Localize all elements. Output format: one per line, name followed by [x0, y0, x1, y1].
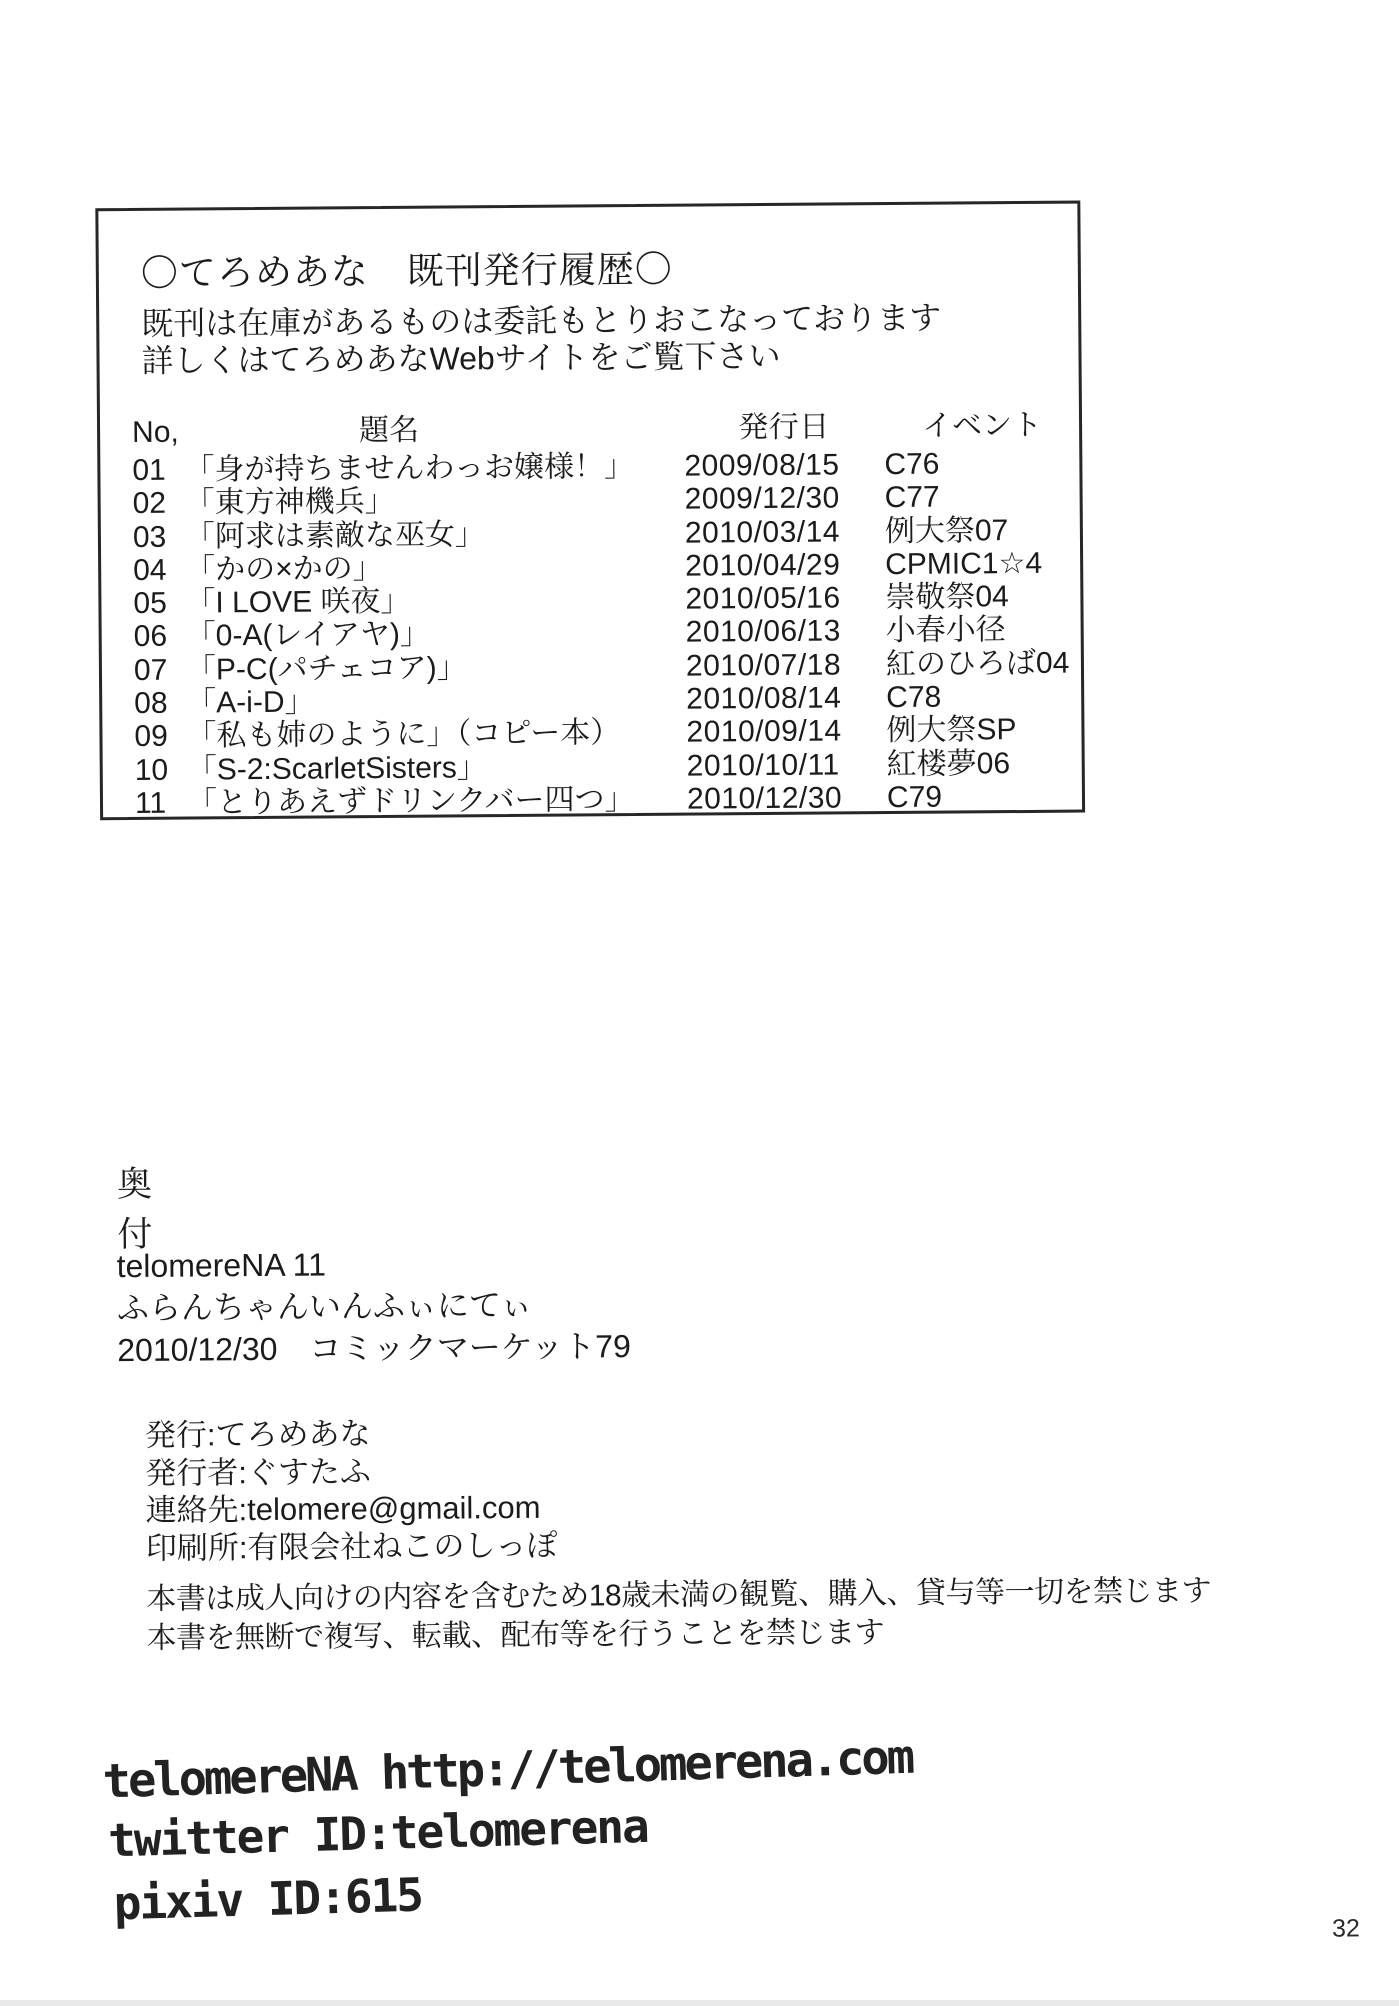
row-date: 2009/12/30	[684, 481, 840, 516]
row-date: 2010/05/16	[685, 581, 841, 616]
history-header-date: 発行日	[738, 410, 830, 445]
publication-history-box	[95, 201, 1085, 821]
colophon-book-block	[116, 1241, 630, 1371]
row-no: 09	[134, 720, 168, 754]
history-table-header-row	[100, 400, 1079, 449]
row-title: 「身が持ちませんわっお嬢様！」	[184, 450, 635, 487]
history-header-event: イベント	[921, 408, 1043, 443]
colophon-contact: 連絡先:telomere@gmail.com	[145, 1489, 541, 1528]
footer-website: telomereNA http://telomerena.com	[101, 1729, 913, 1810]
colophon-book-title: ふらんちゃんいんふぃにてぃ	[116, 1286, 533, 1327]
row-no: 01	[132, 453, 166, 487]
row-event: C78	[886, 680, 942, 715]
row-title: 「S-2:ScarletSisters」	[186, 750, 487, 787]
row-date: 2009/08/15	[684, 448, 840, 483]
row-no: 07	[133, 653, 168, 687]
row-no: 06	[133, 620, 168, 654]
row-event: 例大祭SP	[886, 713, 1017, 748]
row-event: 小春小径	[885, 613, 1006, 648]
row-title: 「東方神機兵」	[184, 485, 395, 520]
row-date: 2010/06/13	[685, 614, 841, 650]
row-event: CPMIC1☆4	[885, 546, 1043, 581]
footer-pixiv-id: pixiv ID:615	[112, 1867, 423, 1931]
page-number: 32	[1331, 1914, 1360, 1943]
row-title: 「0-A(レイアヤ)」	[185, 618, 431, 654]
row-date: 2010/07/18	[685, 648, 842, 683]
colophon-release-info: 2010/12/30 コミックマーケット79	[117, 1328, 631, 1369]
row-title: 「私も姉のように」（コピー本）	[186, 716, 621, 753]
row-no: 04	[133, 553, 167, 587]
colophon-heading: 奥付	[116, 1164, 153, 1255]
row-title: 「P-C(パチェコア)」	[185, 651, 467, 687]
history-box-title: 〇てろめあな 既刊発行履歴〇	[140, 248, 673, 294]
row-title: 「かの×かの」	[185, 551, 383, 587]
colophon-publisher: 発行:てろめあな	[144, 1416, 371, 1453]
row-date: 2010/08/14	[686, 681, 842, 716]
colophon-disclaimer-block	[146, 1572, 1211, 1658]
colophon-disclaimer-line2: 本書を無断で複写、転載、配布等を行うことを禁じます	[146, 1616, 885, 1655]
history-intro-line2: 詳しくはてろめあなWebサイトをご覧下さい	[141, 337, 781, 379]
row-event: 紅楼夢06	[886, 746, 1011, 781]
history-table	[100, 400, 1082, 820]
row-no: 03	[132, 520, 167, 554]
history-header-no: No,	[131, 415, 179, 449]
row-no: 10	[134, 753, 169, 787]
row-event: 紅のひろば04	[885, 646, 1070, 681]
row-event: C77	[884, 480, 940, 515]
history-table-row	[102, 637, 1081, 687]
history-header-title: 題名	[358, 413, 420, 448]
row-date: 2010/10/11	[686, 748, 840, 783]
row-title: 「A-i-D」	[186, 685, 315, 720]
colophon-author: 発行者:ぐすたふ	[145, 1453, 372, 1491]
history-table-row	[101, 504, 1080, 554]
row-no: 05	[133, 586, 167, 621]
row-date: 2010/03/14	[684, 515, 841, 550]
colophon-publisher-block	[145, 1414, 558, 1567]
row-event: 崇敬祭04	[885, 580, 1009, 615]
row-title: 「とりあえずドリンクバー四つ」	[186, 783, 635, 820]
row-title: 「阿求は素敵な巫女」	[184, 517, 486, 554]
row-event: C76	[884, 447, 940, 482]
row-date: 2010/09/14	[686, 714, 842, 750]
row-title: 「I LOVE 咲夜」	[185, 585, 411, 620]
row-no: 11	[134, 786, 167, 820]
row-event: C79	[886, 780, 943, 815]
history-table-row	[103, 737, 1082, 787]
footer-twitter-id: twitter ID:telomerena	[107, 1798, 649, 1868]
history-intro	[141, 300, 942, 380]
history-intro-line1: 既刊は在庫があるものは委託もとりおこなっております	[141, 299, 942, 342]
colophon-disclaimer-line1: 本書は成人向けの内容を含むため18歳未満の観覧、購入、貸与等一切を禁じます	[146, 1574, 1212, 1616]
colophon-series-number: telomereNA 11	[116, 1246, 327, 1285]
row-no: 02	[132, 487, 167, 521]
row-date: 2010/12/30	[686, 781, 843, 816]
row-no: 08	[134, 686, 168, 721]
row-event: 例大祭07	[884, 513, 1009, 548]
history-table-body	[100, 438, 1082, 820]
row-date: 2010/04/29	[685, 548, 841, 583]
colophon-printer: 印刷所:有限会社ねこのしっぽ	[145, 1527, 558, 1566]
